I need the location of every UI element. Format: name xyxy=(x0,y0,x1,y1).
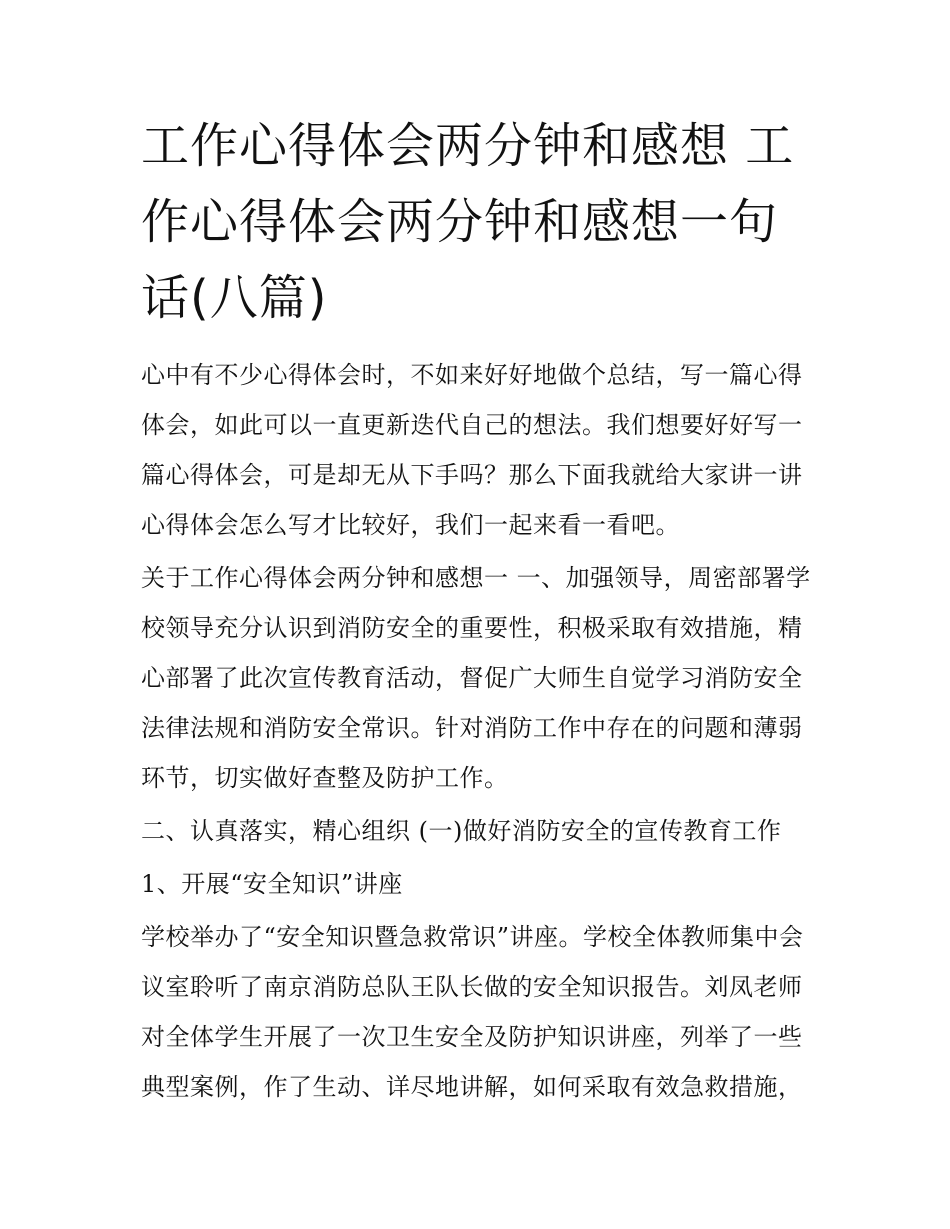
document-body xyxy=(141,108,821,1115)
intro-paragraph: 心中有不少心得体会时，不如来好好地做个总结，写一篇心得体会，如此可以一直更新迭代自己的想法。我们想要好好写一篇心得体会，可是却无从下手吗？那么下面我就给大家讲一讲心得体会怎么写才比较好，我们一起来看一看吧。 xyxy=(141,361,803,539)
subsection-heading: 1、开展“安全知识”讲座 xyxy=(141,870,403,898)
document-title: 工作心得体会两分钟和感想 工作心得体会两分钟和感想一句话(八篇) xyxy=(141,118,795,326)
section-two-heading: 二、认真落实，精心组织 (一)做好消防安全的宣传教育工作 xyxy=(141,817,782,845)
lecture-paragraph: 学校举办了“安全知识暨急救常识”讲座。学校全体教师集中会议室聆听了南京消防总队王队长做的安全知识报告。刘凤老师对全体学生开展了一次卫生安全及防护知识讲座，列举了一些典型案例，作了生动、详尽地讲解，如何采取有效急救措施， xyxy=(141,923,804,1101)
section-one-paragraph: 关于工作心得体会两分钟和感想一 一、加强领导，周密部署学校领导充分认识到消防安全的重要性，积极采取有效措施，精心部署了此次宣传教育活动，督促广大师生自觉学习消防安全法律法规和消防安全常识。针对消防工作中存在的问题和薄弱环节，切实做好查整及防护工作。 xyxy=(141,564,811,792)
